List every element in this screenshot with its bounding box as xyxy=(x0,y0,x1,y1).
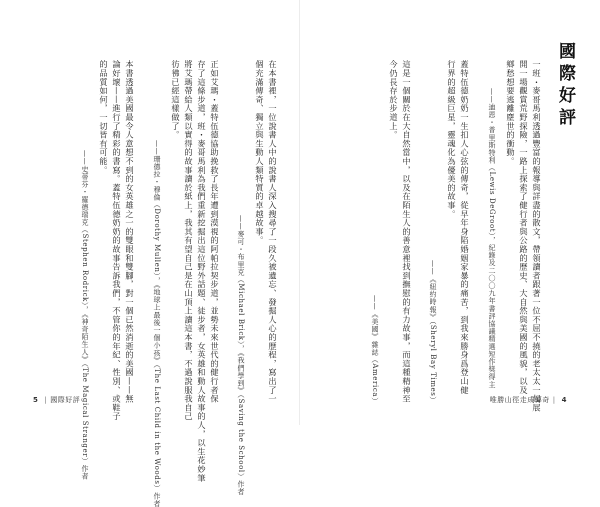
right-para1-line3: 鄉愁想要逃離塵世的衝動。 xyxy=(506,60,516,166)
left-para3-line3: 的品質如何，一切皆有可能。 xyxy=(99,60,109,175)
right-para3-line1: 這是一個關於在大自然當中，以及在陌生人的善意裡找到撫慰的有力故事，而這種精神至 xyxy=(402,60,412,404)
left-para2-line4: 彷彿已經這樣做了。 xyxy=(171,60,181,140)
right-para1-line1: 一班・麥哥馬利透過豐富的報導與詳盡的散文，帶領讀者跟著一位不屈不撓的老太太一起展 xyxy=(532,60,542,412)
left-para3-line1: 本書透過美國最令人意想不到的女英雄之一的雙眼和雙腳，對一個已然消逝的美國——無 xyxy=(125,60,135,404)
left-para1-attribution: ——麥可・布里克（Michael Brick），《我們學到》（Saving the School）作者 xyxy=(237,215,245,496)
page-heading: 國際好評 xyxy=(555,42,575,130)
right-para1-line2: 開一場觀賞荒野探險，一路上探索了健行者與公路的歷史、大自然與美國的風貌，以及 xyxy=(519,60,529,395)
left-para2-line3: 將艾瑪帶給人類以實得的故事讀於紙上，我其有望自己是在山頂上讀這本書，不過說服我自己 xyxy=(184,60,194,421)
right-footer-title: 唯勝山徑走成傳奇 xyxy=(489,396,550,404)
right-page-footer xyxy=(490,395,570,405)
left-para1-line2: 個充滿傳奇、獨立與生動人類特質的卓越故事。 xyxy=(255,60,265,245)
left-para2-line2: 存了這條步道，班・麥哥馬利為我們重新挖掘出這位野外話題、徒步者，女英雄和動人故事的人，以生花妙筆 xyxy=(197,60,207,483)
right-footer-separator: | xyxy=(552,396,556,404)
right-para2-line1: 蓋特伍德奶奶一生扣人心弦的傳奇，從早年身陷婚姻家暴的痛苦，到我來勝身爲登山健 xyxy=(460,60,470,395)
left-page-number: 5 xyxy=(33,396,39,404)
right-para3-attribution: ——《美國》雜誌（America） xyxy=(371,295,379,405)
left-para1-line1: 在本書裡，一位說書人中的說書人深入搜尋了一段久被遺忘、發掘人心的歷程，寫出了一 xyxy=(268,60,278,404)
left-para3-line2: 論好壞——進行了精彩的書寫。蓋特伍德奶奶的故事告訴我們，不管你的年紀、性別、或鞋子 xyxy=(112,60,122,421)
right-para2-attribution: ——《紐約時報》（Sheryl Bay Times） xyxy=(429,260,437,405)
left-footer-title: 國際好評 xyxy=(50,396,81,404)
left-para2-attribution: ——珊德拉・穆倫（Dorothy Mullen），《地球上最後一個小孩》（The Last Child in the Woods）作者 xyxy=(153,140,161,507)
right-para1-attribution: ——迪恩・普里斯特利（Lewis DeGroot），紀錄及二〇〇九年書評協議精選短作獎得主 xyxy=(488,88,496,389)
right-page xyxy=(300,0,600,425)
left-footer-separator: | xyxy=(44,396,48,404)
right-para3-line2: 今仍長存於步道上。 xyxy=(389,60,399,140)
right-page-number: 4 xyxy=(561,396,567,404)
left-para3-attribution: ——史蒂芬・羅德瑞克（Stephen Rodrick），《神奇陌生人》（The Magical Stranger）作者 xyxy=(81,150,89,480)
left-page-footer xyxy=(30,395,80,405)
right-para2-line2: 行界的超級巨星，靈魂化為優美的故事。 xyxy=(447,60,457,219)
left-para2-line1: 正如艾瑪・蓋特伍德協助挽救了長年遭到漠視的阿帕拉契步道，並勢未來世代的健行者保 xyxy=(210,60,220,404)
